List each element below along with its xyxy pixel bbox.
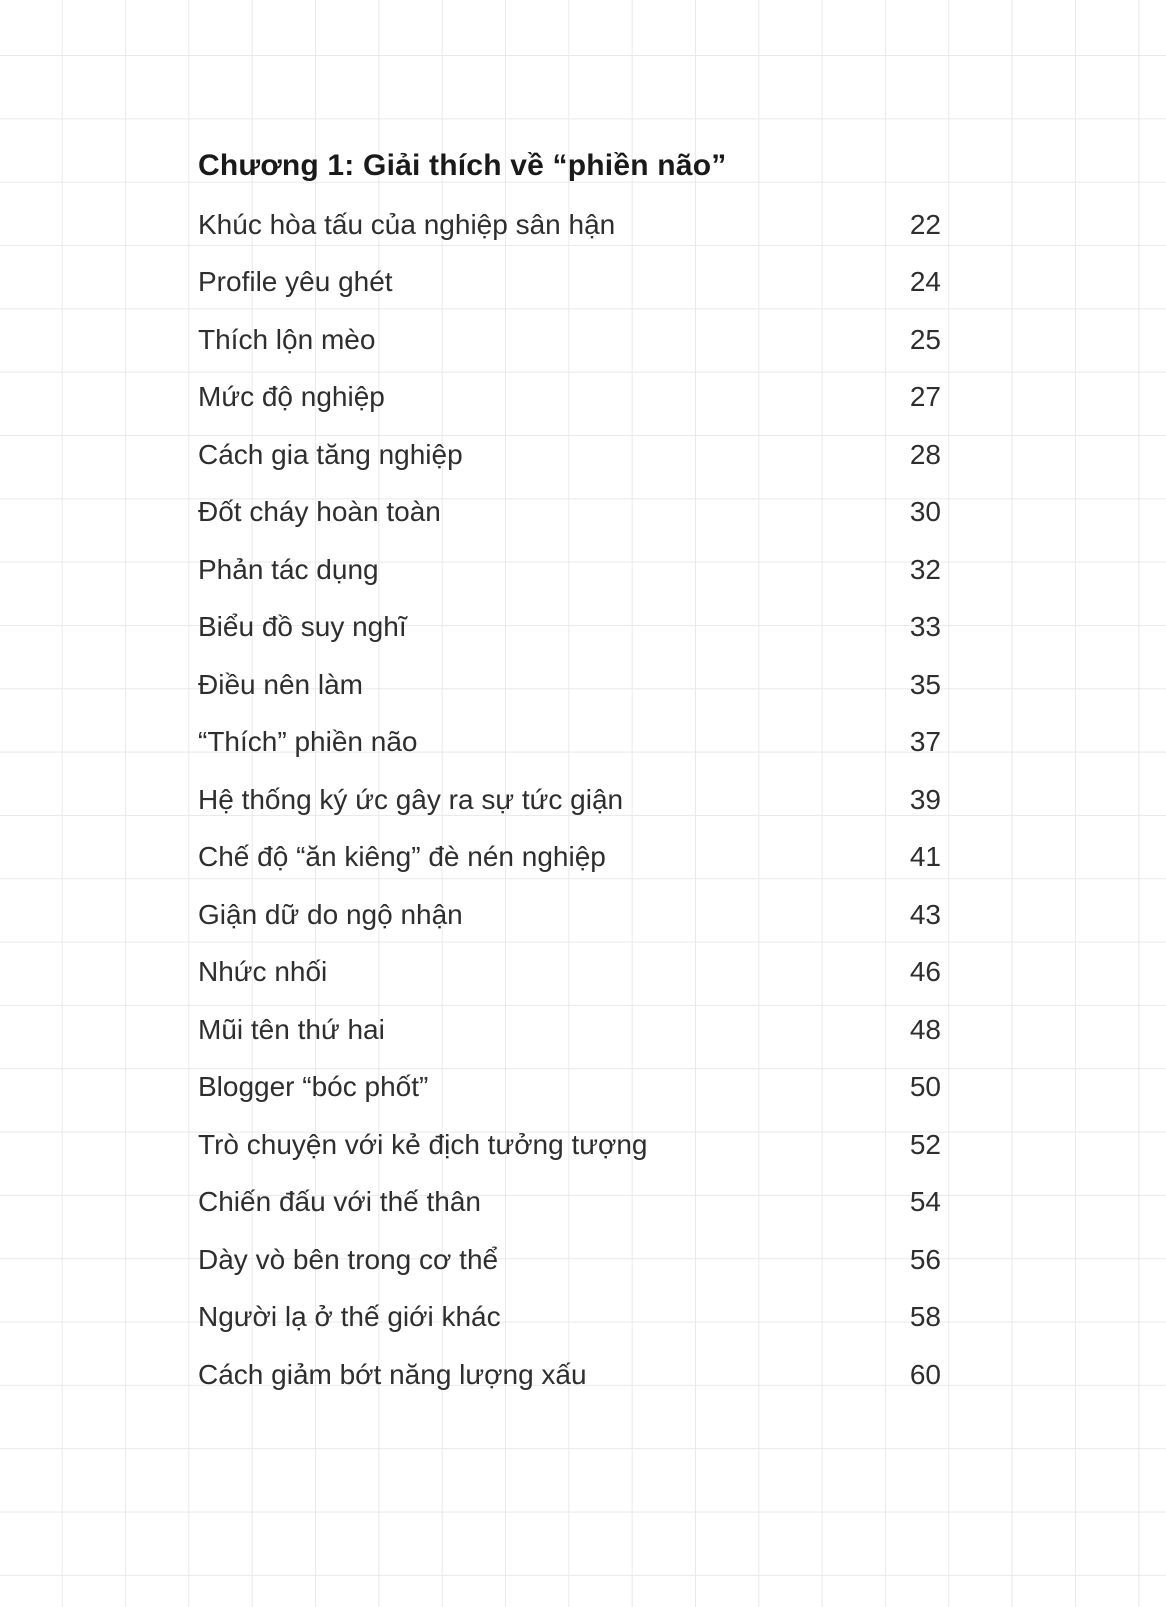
toc-entry-row: [198, 944, 941, 1002]
toc-entry-title: Cách giảm bớt năng lượng xấu: [198, 1358, 587, 1390]
toc-entry-page-number: 60: [909, 1358, 941, 1390]
toc-entry-row: [198, 1116, 941, 1174]
toc-entry-title: Chiến đấu với thế thân: [198, 1186, 481, 1218]
toc-entry-page-number: 43: [909, 898, 941, 930]
toc-entry-row: [198, 1001, 941, 1059]
toc-entry-page-number: 28: [909, 438, 941, 470]
toc-entry-row: [198, 254, 941, 312]
toc-entry-title: Cách gia tăng nghiệp: [198, 438, 463, 470]
toc-entry-page-number: 24: [909, 266, 941, 298]
toc-entry-row: [198, 1346, 941, 1404]
toc-entry-page-number: 41: [909, 841, 941, 873]
toc-entry-page-number: 35: [909, 668, 941, 700]
toc-entry-title: Người lạ ở thế giới khác: [198, 1301, 501, 1333]
toc-entry-row: [198, 886, 941, 944]
toc-entry-page-number: 37: [909, 726, 941, 758]
toc-entry-row: [198, 369, 941, 427]
toc-entry-title: Điều nên làm: [198, 668, 363, 700]
toc-block: [198, 147, 941, 1404]
toc-entries: [198, 196, 941, 1404]
toc-entry-title: Thích lộn mèo: [198, 323, 376, 355]
toc-entry-page-number: 46: [909, 956, 941, 988]
toc-entry-title: Blogger “bóc phốt”: [198, 1071, 429, 1103]
toc-entry-row: [198, 196, 941, 254]
toc-entry-page-number: 58: [909, 1301, 941, 1333]
toc-entry-row: [198, 426, 941, 484]
toc-entry-page-number: 33: [909, 611, 941, 643]
toc-entry-page-number: 54: [909, 1186, 941, 1218]
toc-entry-title: Khúc hòa tấu của nghiệp sân hận: [198, 208, 616, 240]
toc-entry-title: Chế độ “ăn kiêng” đè nén nghiệp: [198, 841, 606, 873]
toc-entry-title: Mũi tên thứ hai: [198, 1013, 385, 1045]
toc-entry-row: [198, 1289, 941, 1347]
toc-entry-title: Giận dữ do ngộ nhận: [198, 898, 463, 930]
toc-entry-page-number: 48: [909, 1013, 941, 1045]
toc-entry-row: [198, 541, 941, 599]
toc-entry-page-number: 39: [909, 783, 941, 815]
toc-entry-row: [198, 714, 941, 772]
toc-entry-title: Mức độ nghiệp: [198, 381, 385, 413]
toc-entry-page-number: 32: [909, 553, 941, 585]
toc-entry-row: [198, 1231, 941, 1289]
toc-entry-row: [198, 311, 941, 369]
toc-entry-row: [198, 829, 941, 887]
toc-entry-page-number: 25: [909, 323, 941, 355]
toc-entry-page-number: 56: [909, 1243, 941, 1275]
toc-entry-title: Profile yêu ghét: [198, 266, 393, 298]
toc-entry-page-number: 50: [909, 1071, 941, 1103]
toc-entry-title: Nhức nhối: [198, 956, 328, 988]
toc-entry-row: [198, 484, 941, 542]
toc-entry-page-number: 30: [909, 496, 941, 528]
toc-entry-row: [198, 599, 941, 657]
toc-entry-title: Trò chuyện với kẻ địch tưởng tượng: [198, 1128, 648, 1160]
toc-entry-row: [198, 1174, 941, 1232]
toc-entry-title: Dày vò bên trong cơ thể: [198, 1243, 499, 1275]
toc-entry-row: [198, 656, 941, 714]
toc-entry-title: Biểu đồ suy nghĩ: [198, 611, 407, 643]
toc-entry-page-number: 52: [909, 1128, 941, 1160]
toc-entry-title: Hệ thống ký ức gây ra sự tức giận: [198, 783, 624, 815]
toc-entry-page-number: 27: [909, 381, 941, 413]
toc-entry-title: “Thích” phiền não: [198, 726, 418, 758]
chapter-heading: Chương 1: Giải thích về “phiền não”: [198, 149, 727, 182]
toc-entry-title: Đốt cháy hoàn toàn: [198, 496, 441, 528]
toc-entry-row: [198, 1059, 941, 1117]
toc-entry-page-number: 22: [909, 208, 941, 240]
toc-entry-row: [198, 771, 941, 829]
toc-entry-title: Phản tác dụng: [198, 553, 379, 585]
